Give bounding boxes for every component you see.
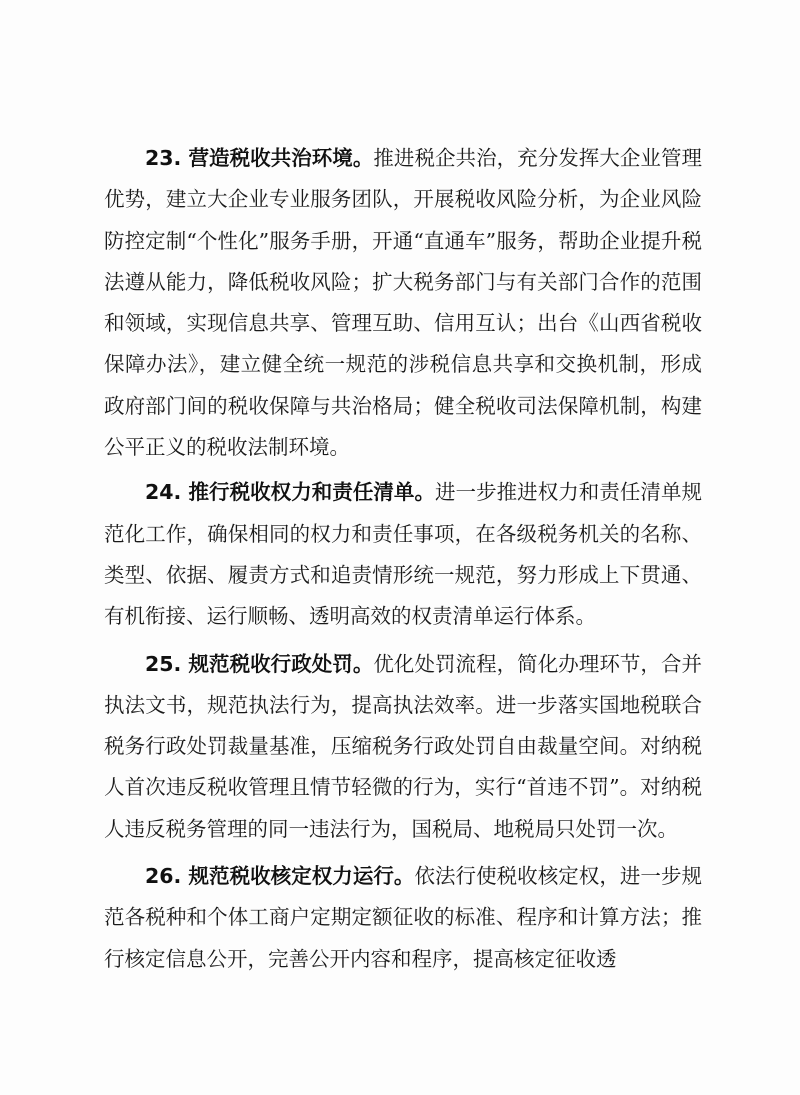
paragraph-25-body: 优化处罚流程，简化办理环节，合并执法文书，规范执法行为，提高执法效率。进一步落实国地税联合税务行政处罚裁量基准，压缩税务行政处罚自由裁量空间。对纳税人首次违反税收管理且情节轻微的行为，实行“首违不罚”。对纳税人违反税务管理的同一违法行为，国税局、地税局只处罚一次。 <box>104 651 702 841</box>
paragraph-24-heading: 24. 推行税收权力和责任清单。 <box>145 480 435 505</box>
paragraph-23 <box>104 138 702 468</box>
paragraph-26 <box>104 856 702 980</box>
document-body <box>104 138 702 980</box>
paragraph-26-heading: 26. 规范税收核定权力运行。 <box>145 864 415 889</box>
paragraph-23-body: 推进税企共治，充分发挥大企业管理优势，建立大企业专业服务团队，开展税收风险分析，为企业风险防控定制“个性化”服务手册，开通“直通车”服务，帮助企业提升税法遵从能力，降低税收风险；扩大税务部门与有关部门合作的范围和领域，实现信息共享、管理互助、信用互认；出台《山西省税收保障办法》，建立健全统一规范的涉税信息共享和交换机制，形成政府部门间的税收保障与共治格局；健全税收司法保障机制，构建公平正义的税收法制环境。 <box>104 146 702 460</box>
paragraph-23-heading: 23. 营造税收共治环境。 <box>145 146 374 170</box>
paragraph-24 <box>104 472 702 637</box>
paragraph-26-body: 依法行使税收核定权，进一步规范各税种和个体工商户定期定额征收的标准、程序和计算方法；推行核定信息公开，完善公开内容和程序，提高核定征收透 <box>104 864 702 971</box>
paragraph-25-heading: 25. 规范税收行政处罚。 <box>145 651 374 676</box>
paragraph-24-body: 进一步推进权力和责任清单规范化工作，确保相同的权力和责任事项，在各级税务机关的名称、类型、依据、履责方式和追责情形统一规范，努力形成上下贯通、有机衔接、运行顺畅、透明高效的权责清单运行体系。 <box>104 480 702 629</box>
paragraph-25 <box>104 644 702 850</box>
